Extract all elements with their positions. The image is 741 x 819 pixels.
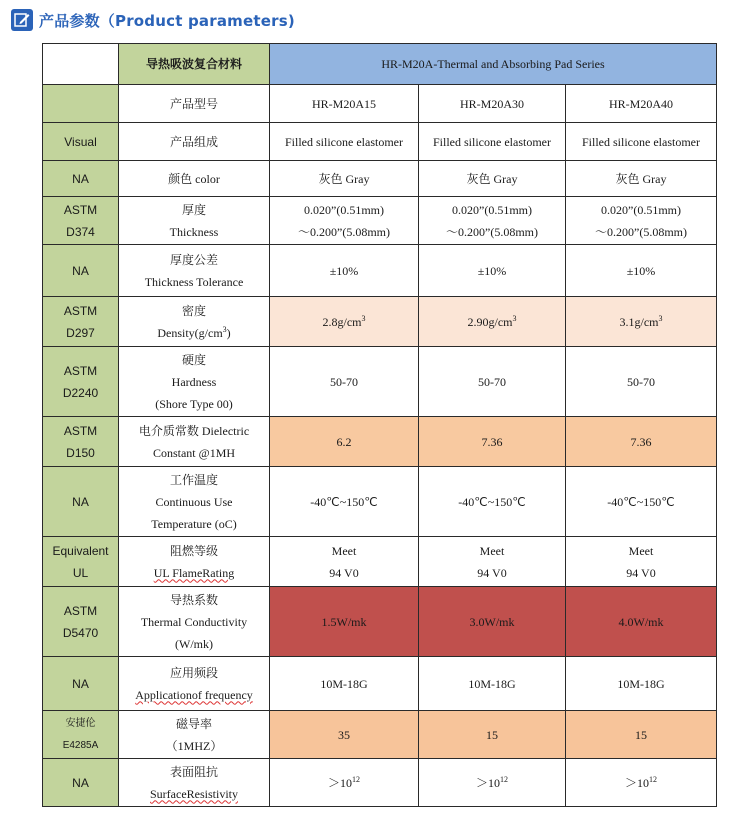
value-cell: 7.36 <box>419 417 566 467</box>
value-cell: 7.36 <box>566 417 717 467</box>
value-cell: HR-M20A40 <box>566 85 717 123</box>
value-cell: 15 <box>419 711 566 759</box>
value-cell: 灰色 Gray <box>566 161 717 197</box>
value-cell: $2.8g/cm^3$ <box>270 297 419 347</box>
value-cell: 1.5W/mk <box>270 587 419 657</box>
table-row <box>43 587 717 657</box>
value-cell: 10M-18G <box>419 657 566 711</box>
property-cell: 表面阻抗 SurfaceResistivity <box>119 759 270 807</box>
standard-cell: ASTM D150 <box>43 417 119 467</box>
table-row <box>43 759 717 807</box>
header-title-en: HR-M20A-Thermal and Absorbing Pad Series <box>270 44 717 85</box>
property-cell: 产品型号 <box>119 85 270 123</box>
standard-cell: ASTM D297 <box>43 297 119 347</box>
table-row <box>43 417 717 467</box>
value-cell: Meet 94 V0 <box>419 537 566 587</box>
value-cell: 10M-18G <box>566 657 717 711</box>
table-row <box>43 197 717 245</box>
value-cell: 0.020”(0.51mm) ～0.200”(5.08mm) <box>270 197 419 245</box>
value-cell: 50-70 <box>419 347 566 417</box>
value-cell: Filled silicone elastomer <box>270 123 419 161</box>
table-row <box>43 711 717 759</box>
property-cell: 硬度 Hardness (Shore Type 00) <box>119 347 270 417</box>
value-cell: HR-M20A30 <box>419 85 566 123</box>
standard-cell: 安捷伦 E4285A <box>43 711 119 759</box>
property-cell: 密度 $Density(g/cm^3)$ <box>119 297 270 347</box>
value-cell: ±10% <box>419 245 566 297</box>
standard-cell: NA <box>43 759 119 807</box>
value-cell: $>10^{12}$ <box>270 759 419 807</box>
table-row <box>43 85 717 123</box>
value-cell: $2.90g/cm^3$ <box>419 297 566 347</box>
value-cell: 4.0W/mk <box>566 587 717 657</box>
value-cell: -40℃~150℃ <box>270 467 419 537</box>
table-header-row <box>43 44 717 85</box>
table-row <box>43 123 717 161</box>
table-row <box>43 537 717 587</box>
value-cell: ±10% <box>270 245 419 297</box>
section-header <box>11 6 295 34</box>
standard-cell: Equivalent UL <box>43 537 119 587</box>
value-cell: -40℃~150℃ <box>419 467 566 537</box>
value-cell: 35 <box>270 711 419 759</box>
standard-cell: ASTM D374 <box>43 197 119 245</box>
standard-cell <box>43 85 119 123</box>
value-cell: 灰色 Gray <box>270 161 419 197</box>
standard-cell: NA <box>43 467 119 537</box>
edit-icon <box>11 9 33 31</box>
standard-cell: Visual <box>43 123 119 161</box>
table-row <box>43 347 717 417</box>
table-row <box>43 245 717 297</box>
property-cell: 应用频段 Applicationof frequency <box>119 657 270 711</box>
value-cell: 灰色 Gray <box>419 161 566 197</box>
header-blank-cell <box>43 44 119 85</box>
table-row <box>43 657 717 711</box>
property-cell: 导热系数 Thermal Conductivity (W/mk) <box>119 587 270 657</box>
value-cell: 10M-18G <box>270 657 419 711</box>
standard-cell: ASTM D2240 <box>43 347 119 417</box>
property-cell: 磁导率 （1MHZ） <box>119 711 270 759</box>
value-cell: $>10^{12}$ <box>419 759 566 807</box>
value-cell: 50-70 <box>566 347 717 417</box>
value-cell: 0.020”(0.51mm) ～0.200”(5.08mm) <box>419 197 566 245</box>
table-row <box>43 297 717 347</box>
value-cell: $>10^{12}$ <box>566 759 717 807</box>
value-cell: 50-70 <box>270 347 419 417</box>
value-cell: 0.020”(0.51mm) ～0.200”(5.08mm) <box>566 197 717 245</box>
value-cell: HR-M20A15 <box>270 85 419 123</box>
property-cell: 厚度公差 Thickness Tolerance <box>119 245 270 297</box>
property-cell: 厚度 Thickness <box>119 197 270 245</box>
header-title-cn: 导热吸波复合材料 <box>119 44 270 85</box>
value-cell: 3.0W/mk <box>419 587 566 657</box>
standard-cell: ASTM D5470 <box>43 587 119 657</box>
section-title: 产品参数（Product parameters) <box>39 11 295 30</box>
value-cell: 15 <box>566 711 717 759</box>
value-cell: Meet 94 V0 <box>270 537 419 587</box>
standard-cell: NA <box>43 161 119 197</box>
value-cell: Meet 94 V0 <box>566 537 717 587</box>
property-cell: 电介质常数 Dielectric Constant @1MH <box>119 417 270 467</box>
value-cell: -40℃~150℃ <box>566 467 717 537</box>
standard-cell: NA <box>43 245 119 297</box>
product-parameters-table <box>42 43 717 807</box>
value-cell: Filled silicone elastomer <box>419 123 566 161</box>
value-cell: 6.2 <box>270 417 419 467</box>
property-cell: 工作温度 Continuous Use Temperature (oC) <box>119 467 270 537</box>
property-cell: 产品组成 <box>119 123 270 161</box>
value-cell: Filled silicone elastomer <box>566 123 717 161</box>
value-cell: ±10% <box>566 245 717 297</box>
standard-cell: NA <box>43 657 119 711</box>
table-row <box>43 161 717 197</box>
value-cell: $3.1g/cm^3$ <box>566 297 717 347</box>
property-cell: 阻燃等级 UL FlameRating <box>119 537 270 587</box>
property-cell: 颜色 color <box>119 161 270 197</box>
table-row <box>43 467 717 537</box>
